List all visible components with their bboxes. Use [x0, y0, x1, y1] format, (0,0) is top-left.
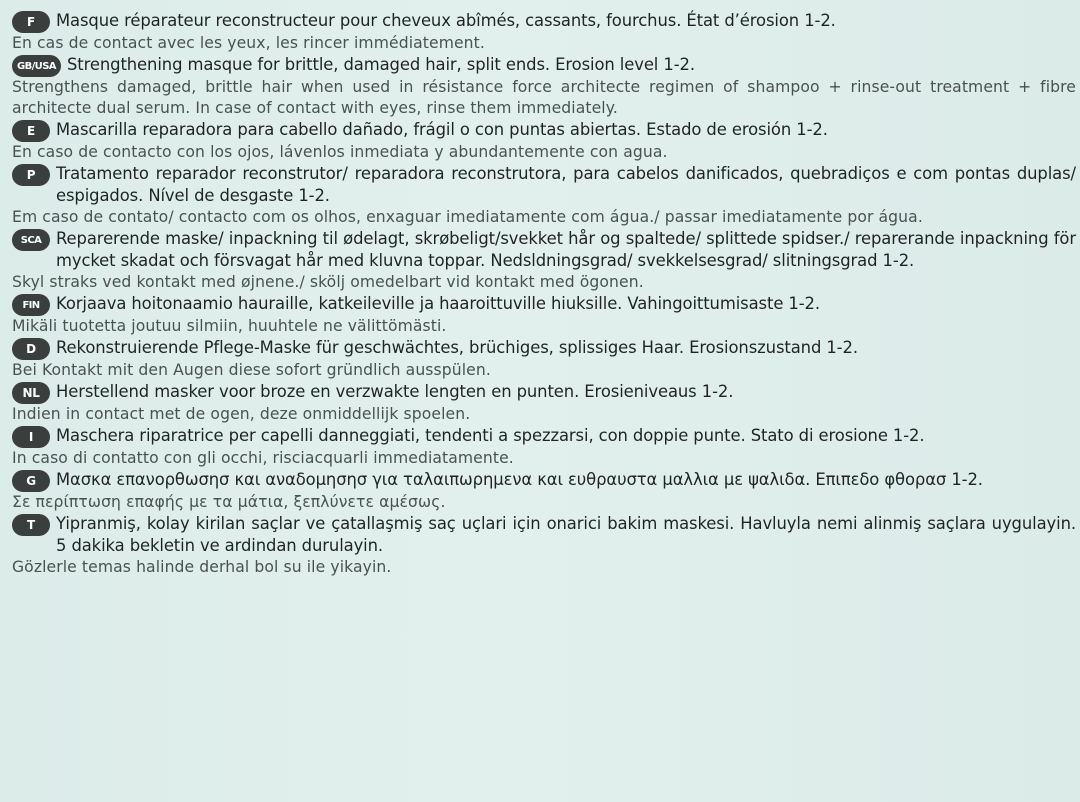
- language-badge-es: E: [12, 120, 50, 142]
- section-heading: [12, 337, 1076, 360]
- section-title: Herstellend masker voor broze en verzwakte lengten en punten. Erosieniveaus 1-2.: [56, 382, 734, 401]
- section-body: Strengthens damaged, brittle hair when used in résistance force architecte regimen of shampoo + rinse-out treatment + fibre architecte dual serum. In case of contact with eyes, rinse them immediately.: [12, 78, 1076, 117]
- section-title: Μασκα επανορθωσησ και αναδομησησ για ταλαιπωρημενα και ευθραυστα μαλλια με ψαλιδα. Επιπεδο φθορασ 1-2.: [56, 470, 983, 489]
- language-badge-de: D: [12, 338, 50, 360]
- section-french: [12, 10, 1076, 54]
- language-badge-nl: NL: [12, 382, 50, 404]
- language-badge-tr: T: [12, 514, 50, 536]
- section-body: Indien in contact met de ogen, deze onmiddellijk spoelen.: [12, 405, 471, 423]
- language-badge-sca: SCA: [12, 229, 50, 251]
- section-title: Rekonstruierende Pflege-Maske für geschwächtes, brüchiges, splissiges Haar. Erosionszustand 1-2.: [56, 338, 858, 357]
- section-body: Em caso de contato/ contacto com os olhos, enxaguar imediatamente com água./ passar imediatamente por água.: [12, 208, 923, 226]
- language-badge-gb-usa: GB/USA: [12, 55, 61, 77]
- section-heading: [12, 293, 1076, 316]
- section-title: Maschera riparatrice per capelli danneggiati, tendenti a spezzarsi, con doppie punte. Stato di erosione 1-2.: [56, 426, 925, 445]
- section-english: [12, 54, 1076, 119]
- section-heading: [12, 119, 1076, 142]
- language-badge-gr: G: [12, 470, 50, 492]
- section-heading: [12, 228, 1076, 272]
- section-greek: [12, 469, 1076, 513]
- section-turkish: [12, 513, 1076, 578]
- section-spanish: [12, 119, 1076, 163]
- section-title: Reparerende maske/ inpackning til ødelagt, skrøbeligt/svekket hår og spaltede/ splittede spidser./ reparerande inpackning för mycket skadat och försvagat hår med kluvna toppar. Nedsldningsgrad/ svekkelsesgrad/ slitningsgrad 1-2.: [56, 229, 1076, 270]
- section-title: Strengthening masque for brittle, damaged hair, split ends. Erosion level 1-2.: [66, 55, 695, 74]
- language-badge-it: I: [12, 426, 50, 448]
- section-heading: [12, 513, 1076, 557]
- language-badge-pt: P: [12, 164, 50, 186]
- section-heading: [12, 381, 1076, 404]
- section-body: Gözlerle temas halinde derhal bol su ile yikayin.: [12, 558, 392, 576]
- section-body: Skyl straks ved kontakt med øjnene./ skölj omedelbart vid kontakt med ögonen.: [12, 273, 644, 291]
- section-german: [12, 337, 1076, 381]
- language-badge-fr: F: [12, 11, 50, 33]
- section-heading: [12, 425, 1076, 448]
- section-title: Masque réparateur reconstructeur pour cheveux abîmés, cassants, fourchus. État d’érosion 1-2.: [56, 11, 836, 30]
- section-body: In caso di contatto con gli occhi, risciacquarli immediatamente.: [12, 449, 514, 467]
- section-dutch: [12, 381, 1076, 425]
- section-body: En cas de contact avec les yeux, les rincer immédiatement.: [12, 34, 485, 52]
- section-portuguese: [12, 163, 1076, 228]
- section-title: Mascarilla reparadora para cabello dañado, frágil o con puntas abiertas. Estado de erosión 1-2.: [56, 120, 828, 139]
- section-heading: [12, 10, 1076, 33]
- section-body: Σε περίπτωση επαφής με τα μάτια, ξεπλύνετε αμέσως.: [12, 493, 446, 511]
- section-title: Yipranmiş, kolay kirilan saçlar ve çatallaşmiş saç uçlari için onarici bakim maskesi. Havluyla nemi alinmiş saçlara uygulayin. 5 dakika bekletin ve ardindan durulayin.: [56, 514, 1076, 555]
- section-title: Tratamento reparador reconstrutor/ reparadora reconstrutora, para cabelos danificados, quebradiços e com pontas duplas/ espigados. Nível de desgaste 1-2.: [56, 164, 1076, 205]
- section-scandinavian: [12, 228, 1076, 293]
- section-heading: [12, 163, 1076, 207]
- section-heading: [12, 54, 1076, 77]
- section-finnish: [12, 293, 1076, 337]
- section-italian: [12, 425, 1076, 469]
- section-body: Bei Kontakt mit den Augen diese sofort gründlich ausspülen.: [12, 361, 491, 379]
- section-heading: [12, 469, 1076, 492]
- section-body: En caso de contacto con los ojos, lávenlos inmediata y abundantemente con agua.: [12, 143, 668, 161]
- section-title: Korjaava hoitonaamio hauraille, katkeileville ja haaroittuville hiuksille. Vahingoittumisaste 1-2.: [56, 294, 820, 313]
- section-body: Mikäli tuotetta joutuu silmiin, huuhtele ne välittömästi.: [12, 317, 447, 335]
- language-badge-fin: FIN: [12, 294, 50, 316]
